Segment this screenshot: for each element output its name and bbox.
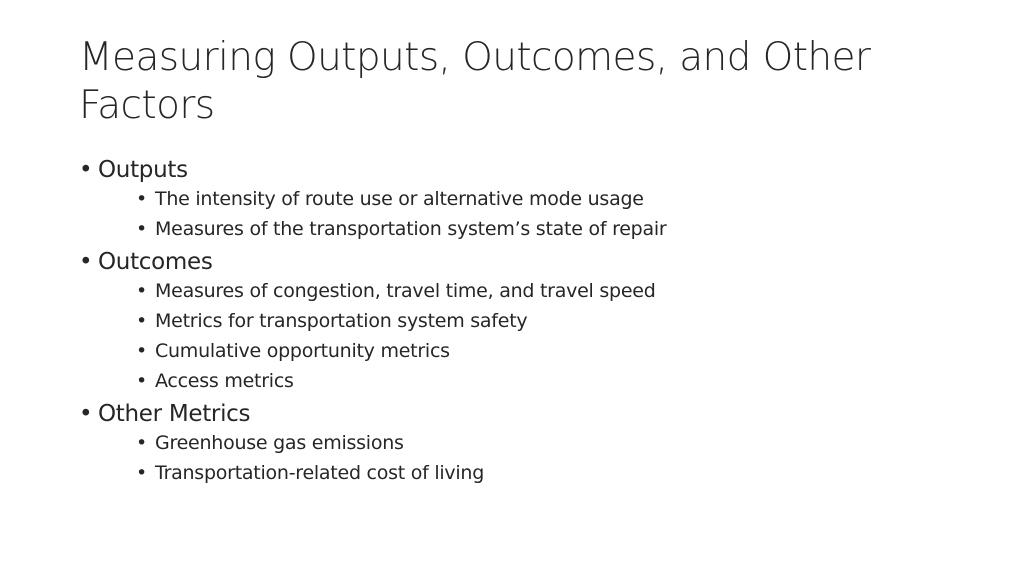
sub-bullet-list bbox=[98, 428, 959, 488]
bullet-icon: • bbox=[136, 218, 147, 240]
bullet-icon: • bbox=[136, 432, 147, 454]
sub-bullet-text: Transportation-related cost of living bbox=[155, 462, 485, 484]
sub-bullet bbox=[98, 276, 959, 306]
sub-bullet-text: Greenhouse gas emissions bbox=[155, 432, 404, 454]
bullet-icon: • bbox=[79, 157, 93, 183]
bullet-heading: Other Metrics bbox=[98, 401, 251, 427]
sub-bullet-list bbox=[98, 276, 959, 396]
sub-bullet-text: Cumulative opportunity metrics bbox=[155, 340, 450, 362]
bullet-icon: • bbox=[136, 310, 147, 332]
bullet-outcomes bbox=[79, 248, 959, 396]
bullet-list bbox=[79, 156, 959, 488]
bullet-icon: • bbox=[136, 462, 147, 484]
sub-bullet-text: Measures of the transportation system’s state of repair bbox=[155, 218, 667, 240]
bullet-heading: Outputs bbox=[98, 157, 188, 183]
bullet-icon: • bbox=[79, 401, 93, 427]
bullet-heading: Outcomes bbox=[98, 249, 213, 275]
slide-title: Measuring Outputs, Outcomes, and Other Factors bbox=[79, 35, 871, 128]
bullet-outputs bbox=[79, 156, 959, 244]
sub-bullet bbox=[98, 458, 959, 488]
sub-bullet bbox=[98, 306, 959, 336]
sub-bullet-list bbox=[98, 184, 959, 244]
sub-bullet-text: The intensity of route use or alternative mode usage bbox=[155, 188, 644, 210]
bullet-other-metrics bbox=[79, 400, 959, 488]
sub-bullet-text: Access metrics bbox=[155, 370, 294, 392]
sub-bullet bbox=[98, 428, 959, 458]
bullet-icon: • bbox=[79, 249, 93, 275]
bullet-icon: • bbox=[136, 188, 147, 210]
bullet-icon: • bbox=[136, 280, 147, 302]
sub-bullet bbox=[98, 184, 959, 214]
sub-bullet bbox=[98, 214, 959, 244]
bullet-icon: • bbox=[136, 370, 147, 392]
sub-bullet-text: Measures of congestion, travel time, and travel speed bbox=[155, 280, 656, 302]
bullet-icon: • bbox=[136, 340, 147, 362]
sub-bullet bbox=[98, 366, 959, 396]
sub-bullet bbox=[98, 336, 959, 366]
sub-bullet-text: Metrics for transportation system safety bbox=[155, 310, 528, 332]
